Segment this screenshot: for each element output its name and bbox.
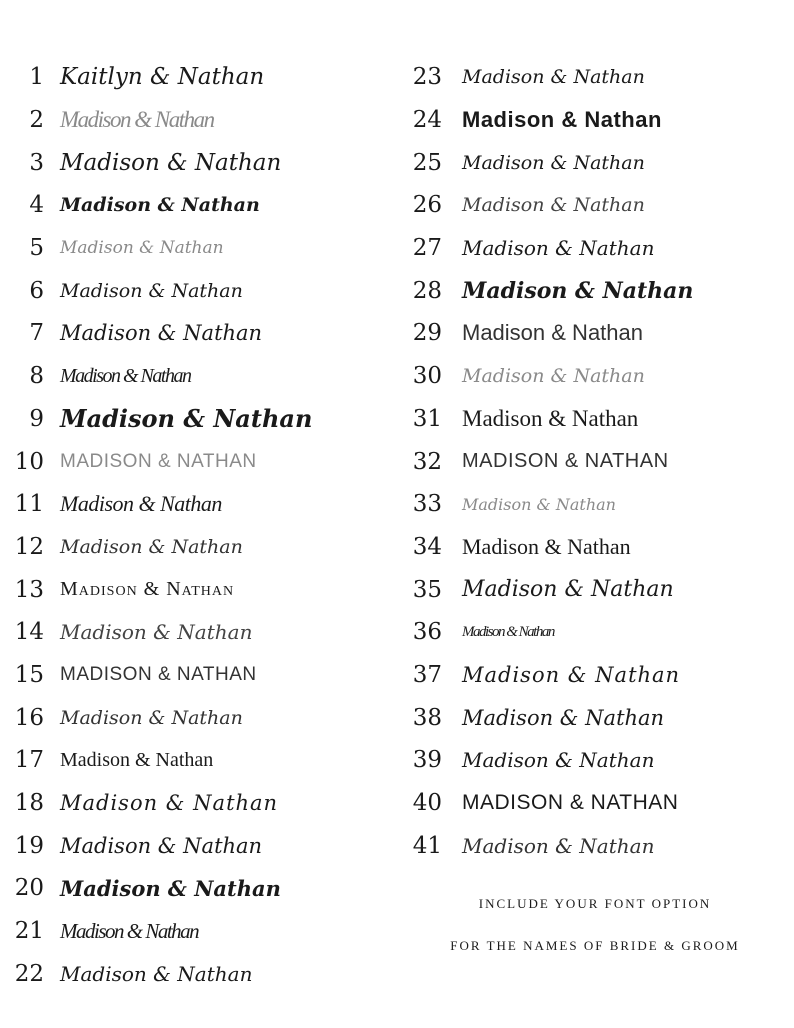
font-list-right-column	[410, 56, 790, 867]
font-option-number: 7	[29, 320, 44, 347]
font-option-sample: Madison & Nathan	[60, 620, 253, 645]
font-option-number: 10	[14, 448, 44, 475]
font-option-number: 22	[14, 960, 44, 987]
font-list-left-column	[14, 56, 394, 995]
font-option-number: 36	[412, 619, 442, 646]
font-option-sample: Madison & Nathan	[60, 706, 243, 729]
font-option-number: 1	[29, 64, 44, 91]
font-option-row	[14, 483, 394, 526]
font-option-sample: Madison & Nathan	[60, 279, 243, 302]
font-option-row	[14, 269, 394, 312]
font-option-number: 25	[412, 149, 442, 176]
font-option-number: 12	[14, 533, 44, 560]
font-option-row	[410, 312, 790, 355]
font-option-row	[410, 398, 790, 441]
font-option-row	[14, 611, 394, 654]
font-option-number: 28	[412, 277, 442, 304]
font-option-sample: Madison & Nathan	[60, 833, 263, 858]
font-option-row	[410, 184, 790, 227]
font-option-row	[410, 526, 790, 569]
font-option-sample: MADISON & NATHAN	[60, 450, 257, 472]
font-option-number: 8	[29, 363, 44, 390]
font-option-sample: Madison & Nathan	[60, 918, 199, 943]
font-option-number: 31	[412, 405, 442, 432]
font-option-number: 17	[14, 747, 44, 774]
font-option-row	[14, 782, 394, 825]
font-option-number: 15	[14, 661, 44, 688]
font-option-row	[14, 312, 394, 355]
font-option-number: 27	[412, 235, 442, 262]
font-option-row	[14, 739, 394, 782]
font-option-number: 34	[412, 533, 442, 560]
font-option-row	[410, 99, 790, 142]
font-option-row	[410, 696, 790, 739]
font-option-number: 40	[412, 790, 442, 817]
font-option-row	[14, 99, 394, 142]
font-option-number: 11	[14, 491, 44, 518]
font-option-row	[14, 355, 394, 398]
font-option-sample: Madison & Nathan	[462, 748, 655, 773]
font-option-number: 4	[29, 192, 44, 219]
font-option-sample: Madison & Nathan	[462, 66, 645, 89]
font-option-sample: Madison & Nathan	[462, 577, 674, 603]
font-option-sample: Madison & Nathan	[462, 320, 643, 346]
font-option-number: 24	[412, 107, 442, 134]
font-option-sample: Madison & Nathan	[462, 662, 681, 687]
font-option-sample: MADISON & NATHAN	[462, 791, 679, 815]
font-option-number: 19	[14, 832, 44, 859]
font-option-number: 32	[412, 448, 442, 475]
font-option-number: 20	[14, 875, 44, 902]
font-option-row	[14, 824, 394, 867]
font-option-row	[14, 398, 394, 441]
font-option-number: 29	[412, 320, 442, 347]
font-option-sample: MADISON & NATHAN	[60, 663, 257, 685]
font-option-number: 13	[14, 576, 44, 603]
font-option-sample: Madison & Nathan	[60, 364, 191, 387]
font-option-row	[14, 227, 394, 270]
font-option-row	[14, 141, 394, 184]
font-option-sample: Madison & Nathan	[60, 149, 282, 176]
font-option-number: 2	[29, 107, 44, 134]
font-option-sample: Madison & Nathan	[462, 623, 554, 640]
font-option-row	[410, 611, 790, 654]
font-option-number: 9	[29, 405, 44, 432]
font-option-number: 38	[412, 704, 442, 731]
font-option-sample: Madison & Nathan	[462, 277, 694, 304]
font-option-sample: Madison & Nathan	[60, 491, 222, 517]
font-option-row	[14, 654, 394, 697]
font-option-row	[14, 440, 394, 483]
font-option-number: 26	[412, 192, 442, 219]
font-option-sample: MADISON & NATHAN	[462, 450, 669, 473]
font-option-sample: Madison & Nathan	[60, 107, 214, 133]
font-option-row	[410, 355, 790, 398]
font-option-row	[410, 141, 790, 184]
font-option-sample: Madison & Nathan	[462, 151, 645, 174]
font-option-row	[14, 184, 394, 227]
font-option-sample: Madison & Nathan	[462, 365, 645, 388]
font-option-sample: Madison & Nathan	[462, 533, 631, 559]
font-option-sample: Madison & Nathan	[60, 535, 243, 558]
font-option-number: 14	[14, 619, 44, 646]
font-option-number: 5	[29, 235, 44, 262]
font-option-sample: Madison & Nathan	[60, 578, 235, 601]
font-option-number: 23	[412, 64, 442, 91]
font-option-sample: Madison & Nathan	[60, 791, 279, 816]
font-option-number: 30	[412, 363, 442, 390]
font-option-row	[410, 56, 790, 99]
font-option-sample: Madison & Nathan	[462, 194, 645, 217]
font-option-row	[14, 526, 394, 569]
font-option-number: 41	[412, 832, 442, 859]
font-option-row	[410, 739, 790, 782]
font-option-sample: Madison & Nathan	[60, 238, 224, 259]
font-option-sample: Madison & Nathan	[462, 705, 665, 730]
font-option-number: 18	[14, 790, 44, 817]
font-option-row	[410, 568, 790, 611]
font-option-row	[14, 56, 394, 99]
font-option-row	[410, 269, 790, 312]
font-option-sample: Madison & Nathan	[462, 236, 655, 261]
font-option-sample: Kaitlyn & Nathan	[60, 64, 265, 91]
font-option-sample: Madison & Nathan	[462, 494, 616, 514]
font-option-sample: Madison & Nathan	[462, 833, 655, 858]
font-option-sample: Madison & Nathan	[60, 748, 214, 771]
font-option-row	[410, 227, 790, 270]
font-option-sample: Madison & Nathan	[60, 961, 253, 986]
font-option-number: 37	[412, 661, 442, 688]
font-option-number: 33	[412, 491, 442, 518]
font-option-number: 35	[412, 576, 442, 603]
font-option-row	[14, 696, 394, 739]
font-option-row	[410, 782, 790, 825]
instruction-line-1: INCLUDE YOUR FONT OPTION	[478, 896, 712, 911]
font-option-row	[410, 440, 790, 483]
font-option-number: 39	[412, 747, 442, 774]
font-option-row	[14, 867, 394, 910]
font-option-row	[410, 654, 790, 697]
font-option-sample: Madison & Nathan	[462, 405, 639, 431]
font-option-sample: Madison & Nathan	[462, 107, 662, 133]
font-option-sample: Madison & Nathan	[60, 404, 313, 434]
font-option-sample: Madison & Nathan	[60, 194, 260, 217]
font-option-number: 21	[14, 918, 44, 945]
font-option-sample: Madison & Nathan	[60, 321, 263, 346]
font-option-row	[410, 483, 790, 526]
font-option-number: 6	[29, 277, 44, 304]
font-option-row	[14, 952, 394, 995]
font-option-sample: Madison & Nathan	[60, 875, 281, 901]
instruction-line-2: FOR THE NAMES OF BRIDE & GROOM	[450, 938, 740, 953]
font-option-row	[14, 910, 394, 953]
font-option-number: 3	[29, 149, 44, 176]
font-option-number: 16	[14, 704, 44, 731]
font-option-row	[14, 568, 394, 611]
font-option-row	[410, 824, 790, 867]
